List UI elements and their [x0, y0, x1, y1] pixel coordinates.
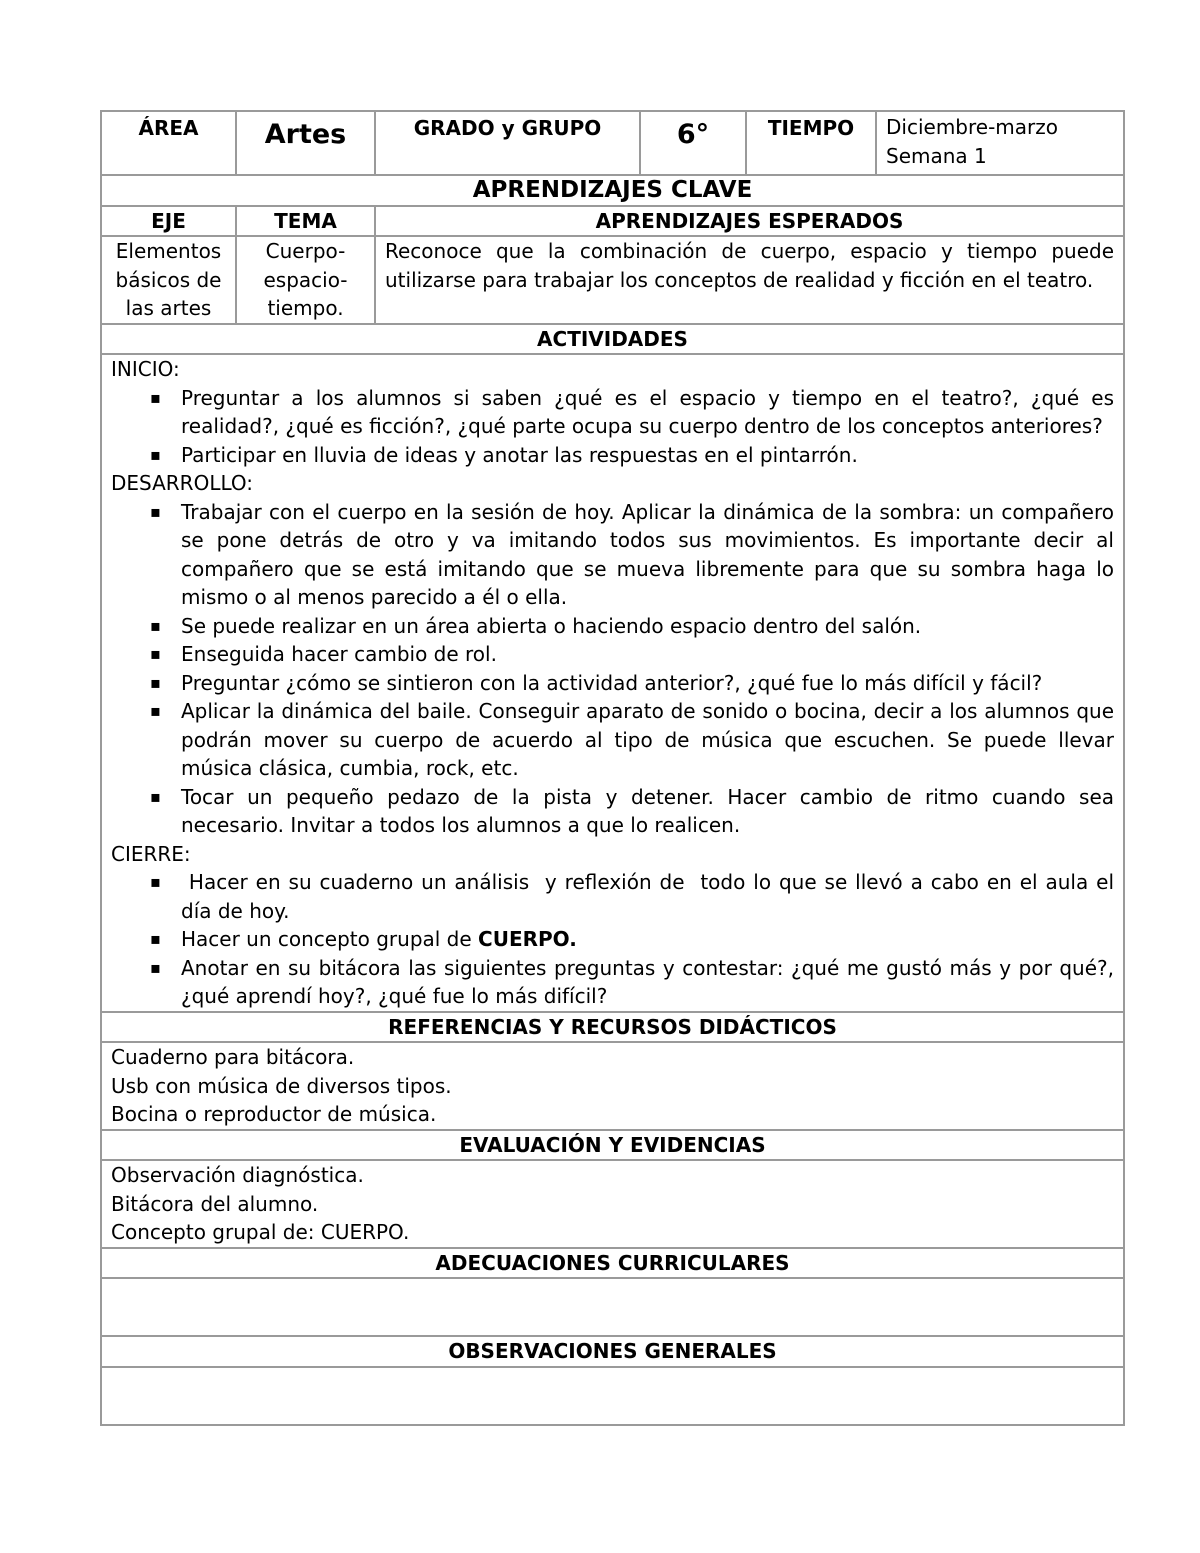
referencias-cell [101, 1042, 1124, 1130]
tema-cell [236, 236, 375, 324]
observaciones-cell [101, 1367, 1124, 1425]
list-item [181, 925, 1114, 954]
grado-label: GRADO y GRUPO [375, 111, 640, 175]
referencias-content-row [101, 1042, 1124, 1130]
evaluacion-item: Concepto grupal de: CUERPO. [111, 1220, 410, 1244]
tema-line-3: tiempo. [267, 296, 344, 320]
eje-cell [101, 236, 236, 324]
list-item: ▪ Preguntar a los alumnos si saben ¿qué es el espacio y tiempo en el teatro?, ¿qué es realidad?, ¿qué es ficción?, ¿qué parte ocupa su cuerpo dentro de los conceptos anteriores? [181, 384, 1114, 441]
list-item: ▪ Aplicar la dinámica del baile. Conseguir aparato de sonido o bocina, decir a los alumnos que podrán mover su cuerpo de acuerdo al tipo de música que escuchen. Se puede llevar música clásica, cumbia, rock, etc. [181, 697, 1114, 783]
aprendizajes-content-row [101, 236, 1124, 324]
list-item: ▪ Se puede realizar en un área abierta o haciendo espacio dentro del salón. [181, 612, 1114, 641]
referencia-item: Bocina o reproductor de música. [111, 1102, 437, 1126]
col-eje: EJE [101, 206, 236, 237]
actividades-title: ACTIVIDADES [101, 324, 1124, 355]
cierre-list [111, 868, 1121, 1011]
tiempo-value-line-2: Semana 1 [886, 143, 987, 168]
desarrollo-list [111, 498, 1114, 840]
referencia-item: Cuaderno para bitácora. [111, 1045, 355, 1069]
adecuaciones-title-row [101, 1248, 1124, 1279]
area-value: Artes [236, 111, 375, 175]
grado-value: 6° [640, 111, 746, 175]
tiempo-value [876, 111, 1124, 175]
lesson-plan-table [100, 110, 1125, 1426]
tiempo-value-line-1: Diciembre-marzo [886, 115, 1058, 139]
referencias-title: REFERENCIAS Y RECURSOS DIDÁCTICOS [101, 1012, 1124, 1043]
inicio-label: INICIO: [111, 357, 180, 381]
adecuaciones-content-row [101, 1278, 1124, 1336]
actividades-content-row [101, 354, 1124, 1012]
eje-line-2: básicos de [115, 267, 222, 292]
evaluacion-item: Observación diagnóstica. [111, 1163, 364, 1187]
list-item: ▪ Trabajar con el cuerpo en la sesión de hoy. Aplicar la dinámica de la sombra: un compañero se pone detrás de otro y va imitando todos sus movimientos. Es importante decir al compañero que se está imitando que se mueva libremente para que su sombra haga lo mismo o al menos parecido a él o ella. [181, 498, 1114, 612]
list-item: ▪ Participar en lluvia de ideas y anotar las respuestas en el pintarrón. [181, 441, 1114, 470]
eje-line-1: Elementos [115, 239, 222, 263]
adecuaciones-cell [101, 1278, 1124, 1336]
observaciones-title: OBSERVACIONES GENERALES [101, 1336, 1124, 1367]
aprendizajes-title-row [101, 175, 1124, 206]
list-item: ▪ Tocar un pequeño pedazo de la pista y detener. Hacer cambio de ritmo cuando sea necesario. Invitar a todos los alumnos a que lo realicen. [181, 783, 1114, 840]
observaciones-title-row [101, 1336, 1124, 1367]
eje-line-3: las artes [125, 296, 212, 320]
desarrollo-label: DESARROLLO: [111, 471, 254, 495]
aprendizajes-columns-row [101, 206, 1124, 237]
evaluacion-item: Bitácora del alumno. [111, 1191, 319, 1216]
evaluacion-title: EVALUACIÓN Y EVIDENCIAS [101, 1130, 1124, 1161]
area-label: ÁREA [101, 111, 236, 175]
tema-line-2: espacio- [263, 267, 348, 292]
aprendizajes-title: APRENDIZAJES CLAVE [101, 175, 1124, 206]
col-esperados: APRENDIZAJES ESPERADOS [375, 206, 1124, 237]
tema-line-1: Cuerpo- [265, 239, 346, 263]
cierre-label: CIERRE: [111, 841, 191, 866]
list-item: ▪ Anotar en su bitácora las siguientes preguntas y contestar: ¿qué me gustó más y por qué?, ¿qué aprendí hoy?, ¿qué fue lo más difícil? [181, 954, 1114, 1011]
evaluacion-title-row [101, 1130, 1124, 1161]
adecuaciones-title: ADECUACIONES CURRICULARES [101, 1248, 1124, 1279]
col-tema: TEMA [236, 206, 375, 237]
list-item: ▪ Preguntar ¿cómo se sintieron con la actividad anterior?, ¿qué fue lo más difícil y fácil? [181, 669, 1114, 698]
list-item: ▪ Hacer en su cuaderno un análisis y reflexión de todo lo que se llevó a cabo en el aula el día de hoy. [181, 868, 1114, 925]
referencias-title-row [101, 1012, 1124, 1043]
cierre-2-bold: CUERPO. [478, 927, 577, 951]
esperados-cell: Reconoce que la combinación de cuerpo, espacio y tiempo puede utilizarse para trabajar los conceptos de realidad y ficción en el teatro. [375, 236, 1124, 324]
observaciones-content-row [101, 1367, 1124, 1425]
header-row [101, 111, 1124, 175]
referencia-item: Usb con música de diversos tipos. [111, 1073, 452, 1098]
evaluacion-content-row [101, 1160, 1124, 1248]
actividades-cell [101, 354, 1124, 1012]
actividades-title-row [101, 324, 1124, 355]
cierre-2-text: Hacer un concepto grupal de [181, 927, 479, 951]
list-item: ▪ Enseguida hacer cambio de rol. [181, 640, 1114, 669]
tiempo-label: TIEMPO [746, 111, 876, 175]
evaluacion-cell [101, 1160, 1124, 1248]
inicio-list [111, 384, 1114, 470]
